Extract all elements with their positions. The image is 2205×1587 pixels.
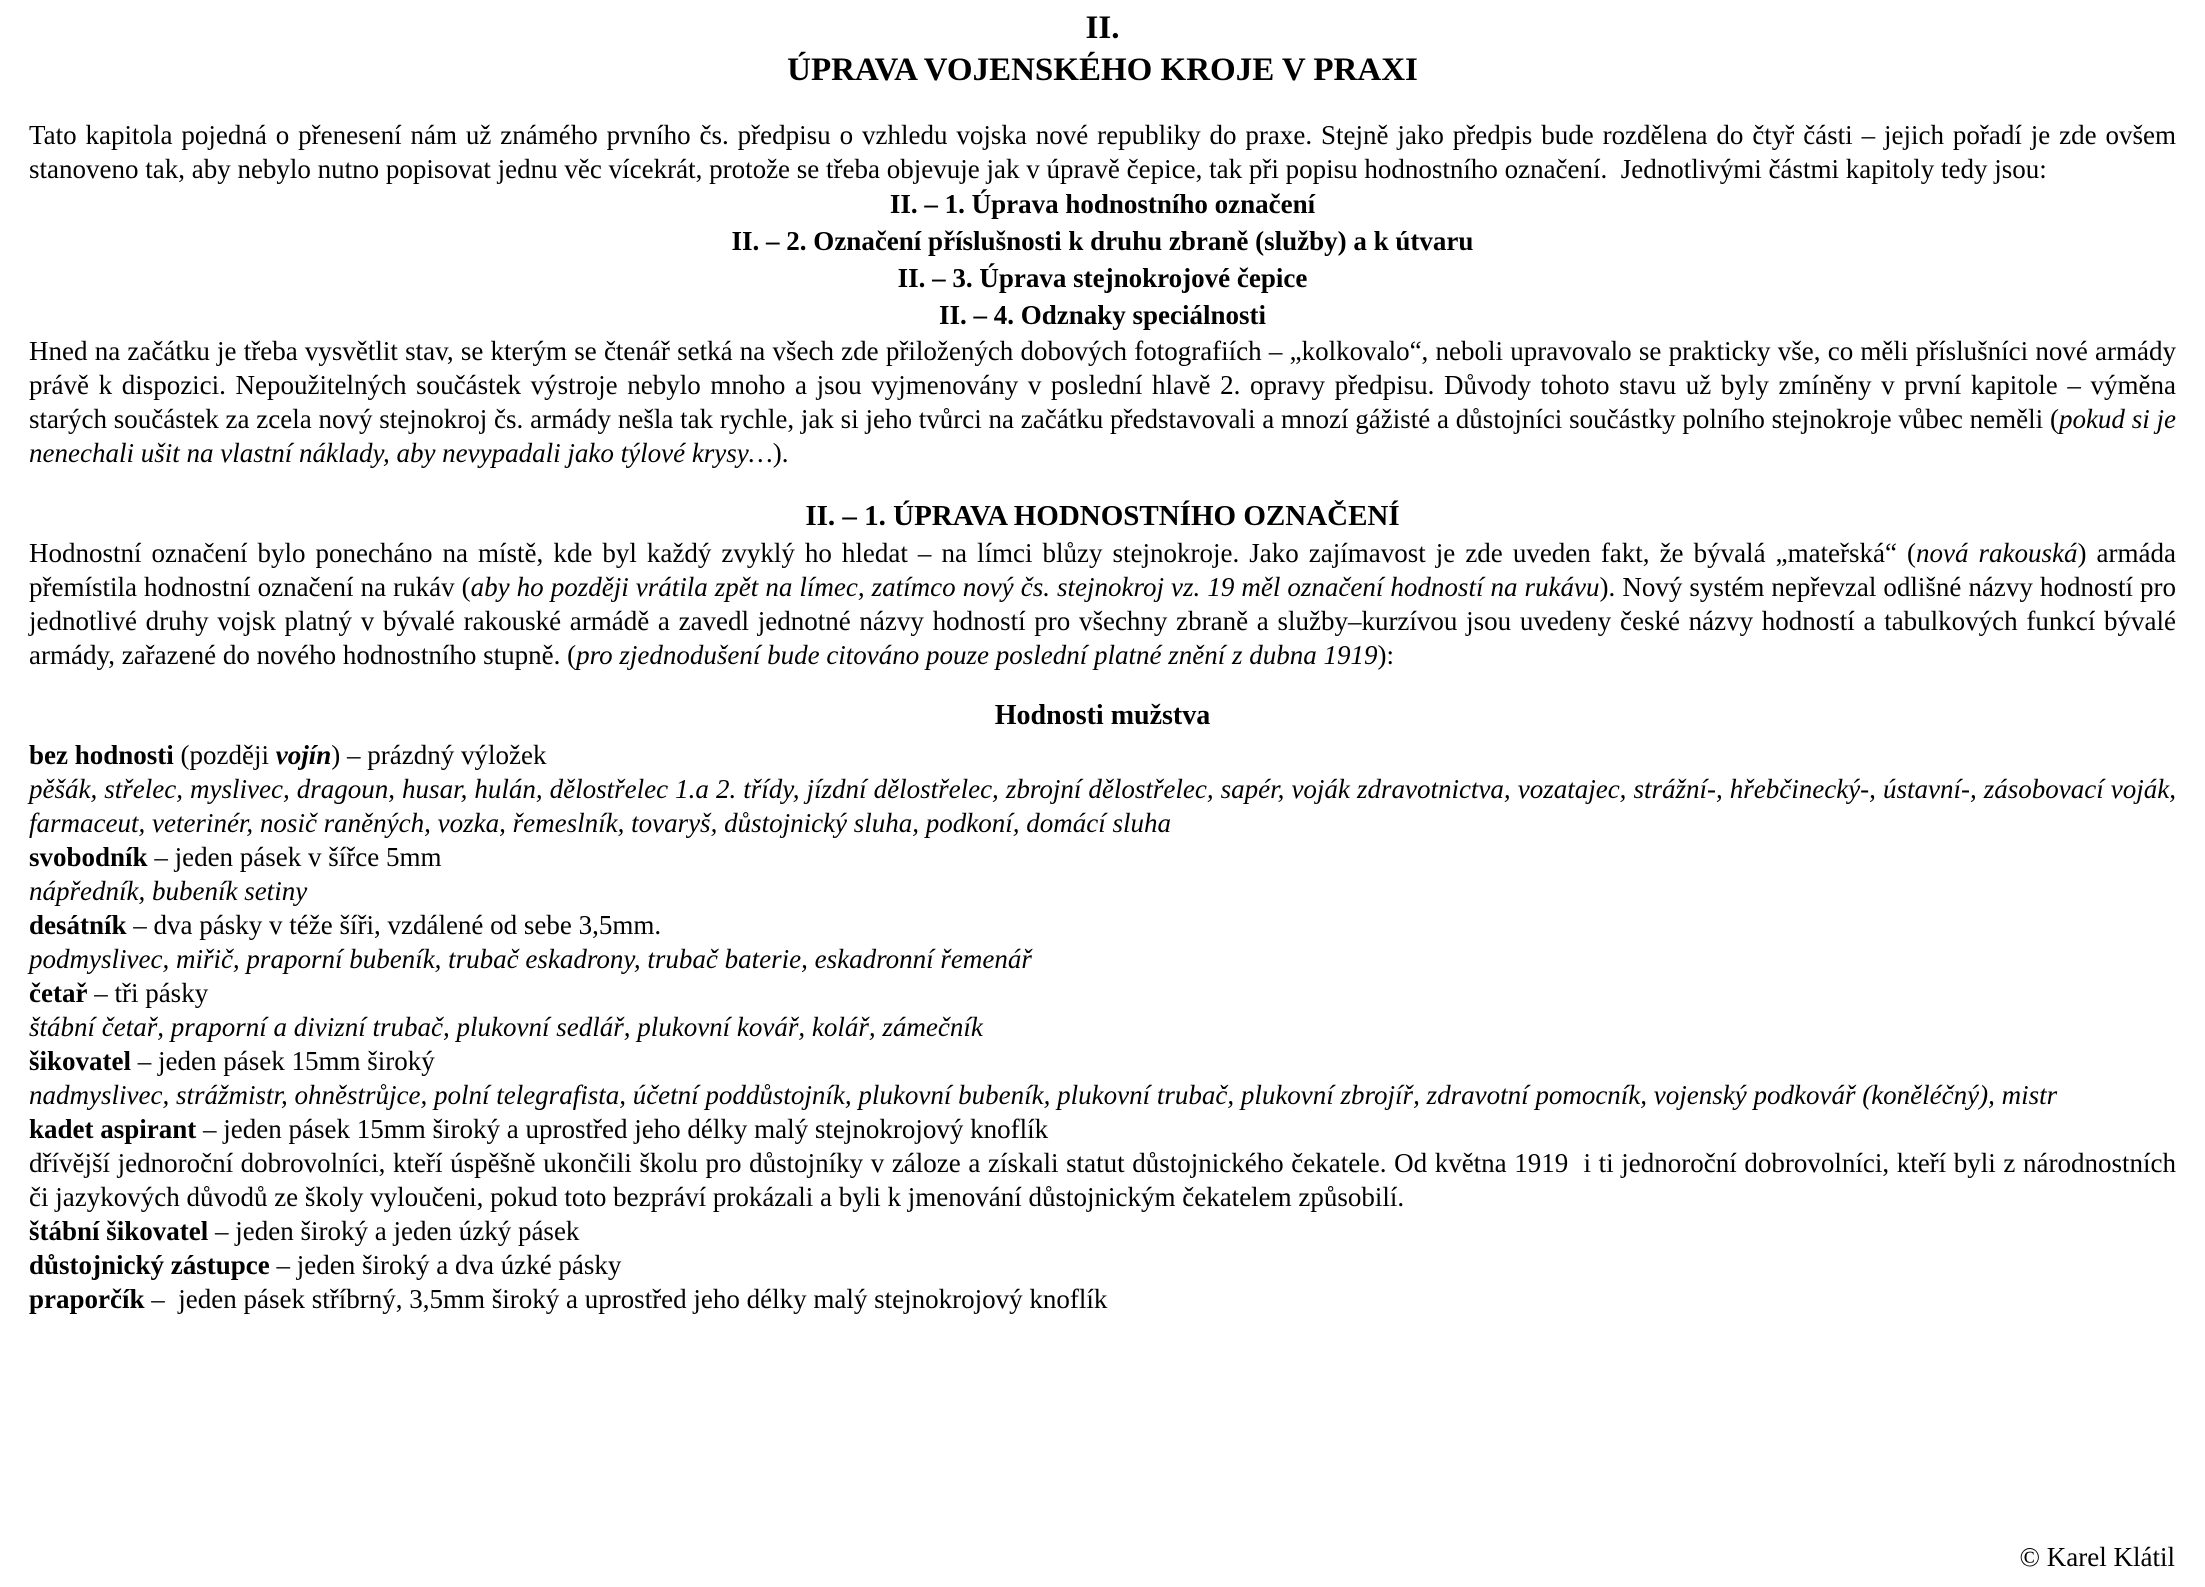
text-run: ) – prázdný výložek <box>331 740 547 770</box>
text-run: kadet aspirant <box>29 1114 197 1144</box>
rank-line-bez-hodnosti-functions <box>29 772 2176 840</box>
toc-item-4: II. – 4. Odznaky speciálnosti <box>938 300 1267 330</box>
section-paragraph <box>29 536 2176 672</box>
chapter-title: ÚPRAVA VOJENSKÉHO KROJE V PRAXI <box>787 52 1418 88</box>
chapter-number: II. <box>1085 10 1120 46</box>
rank-line-dustojnicky-zastupce <box>29 1248 2176 1282</box>
text-run: ) armáda přemístila hodnostní označení na rukáv ( <box>29 538 2177 602</box>
rank-line-desatnik <box>29 908 2176 942</box>
ranks-subheading: Hodnosti mužstva <box>994 700 1211 731</box>
text-run: – jeden pásek v šířce 5mm <box>147 842 442 872</box>
text-run: (později <box>173 740 276 770</box>
text-run: – jeden pásek 15mm široký a uprostřed jeho délky malý stejnokrojový knoflík <box>196 1114 1049 1144</box>
text-run: aby ho později vrátila zpět na límec, zatímco nový čs. stejnokroj vz. 19 měl označení hodností na rukávu <box>470 572 1600 602</box>
text-run: nadmyslivec, strážmistr, ohněstrůjce, polní telegrafista, účetní poddůstojník, plukovní bubeník, plukovní trubač, plukovní zbrojíř, zdravotní pomocník, vojenský podkovář (koněléčný), mistr <box>29 1080 2058 1110</box>
copyright <box>2020 1541 2175 1573</box>
intro-paragraph <box>29 118 2176 186</box>
rank-line-sikovatel-functions <box>29 1078 2176 1112</box>
text-run: nápředník, bubeník setiny <box>29 876 308 906</box>
text-run: Hodnostní označení bylo ponecháno na místě, kde byl každý zvyklý ho hledat – na límci blůzy stejnokroje. Jako zajímavost je zde uveden fakt, že bývalá „mateřská“ ( <box>29 538 1917 568</box>
rank-line-sikovatel <box>29 1044 2176 1078</box>
toc-item-1: II. – 1. Úprava hodnostního označení <box>889 189 1316 219</box>
rank-line-cetar-functions <box>29 1010 2176 1044</box>
text-run: ): <box>1377 640 1395 670</box>
text-run: četař <box>29 978 88 1008</box>
text-run: štábní šikovatel <box>29 1216 209 1246</box>
explanation-paragraph <box>29 334 2176 470</box>
text-run: Tato kapitola pojedná o přenesení nám už známého prvního čs. předpisu o vzhledu vojska nové republiky do praxe. Stejně jako předpis bude rozdělena do čtyř části – jejich pořadí je zde ovšem stanoveno tak, aby nebylo nutno popisovat jednu věc vícekrát, protože se třeba objevuje jak v úpravě čepice, tak při popisu hodnostního označení. Jednotlivými částmi kapitoly tedy jsou: <box>29 120 2176 184</box>
chapter-toc <box>29 186 2176 334</box>
text-run: – jeden pásek 15mm široký <box>131 1046 435 1076</box>
text-run: – dva pásky v téže šíři, vzdálené od sebe 3,5mm. <box>126 910 662 940</box>
rank-line-kadet-aspirant-note <box>29 1146 2176 1214</box>
rank-line-stabni-sikovatel <box>29 1214 2176 1248</box>
text-run: Hned na začátku je třeba vysvětlit stav, se kterým se čtenář setká na všech zde přiložených dobových fotografiích – „kolkovalo“, neboli upravovalo se prakticky vše, co měli příslušníci nové armády právě k dispozici. Nepoužitelných součástek výstroje nebylo mnoho a jsou vyjmenovány v poslední hlavě 2. opravy předpisu. Důvody tohoto stavu už byly zmíněny v první kapitole – výměna starých součástek za zcela nový stejnokroj čs. armády nešla tak rychle, jak si jeho tvůrci na začátku představovali a mnozí gážisté a důstojníci součástky polního stejnokroje vůbec neměli ( <box>29 336 2176 434</box>
text-run: – tři pásky <box>87 978 209 1008</box>
ranks-list <box>29 738 2176 1316</box>
rank-line-praporcik <box>29 1282 2176 1316</box>
text-run: – jeden pásek stříbrný, 3,5mm široký a uprostřed jeho délky malý stejnokrojový knoflík <box>144 1284 1108 1314</box>
rank-line-kadet-aspirant <box>29 1112 2176 1146</box>
rank-line-svobodnik <box>29 840 2176 874</box>
text-run: podmyslivec, miřič, praporní bubeník, trubač eskadrony, trubač baterie, eskadronní řemenář <box>29 944 1032 974</box>
text-run: vojín <box>275 740 332 770</box>
toc-item-3: II. – 3. Úprava stejnokrojové čepice <box>897 263 1308 293</box>
text-run: bez hodnosti <box>29 740 174 770</box>
text-run: nová rakouská <box>1916 538 2078 568</box>
text-run: – jeden široký a jeden úzký pásek <box>208 1216 580 1246</box>
text-run: důstojnický zástupce <box>29 1250 270 1280</box>
text-run: – jeden široký a dva úzké pásky <box>269 1250 622 1280</box>
text-run: štábní četař, praporní a divizní trubač, plukovní sedlář, plukovní kovář, kolář, zámečník <box>29 1012 983 1042</box>
text-run: ). Nový systém nepřevzal odlišné názvy hodností pro jednotlivé druhy vojsk platný v bývalé rakouské armádě a zavedl jednotné názvy hodností pro všechny zbraně a služby–kurzívou jsou uvedeny české názvy hodností a tabulkových funkcí bývalé armády, zařazené do nového hodnostního stupně. ( <box>29 572 2177 670</box>
text-run: pěšák, střelec, myslivec, dragoun, husar, hulán, dělostřelec 1.a 2. třídy, jízdní dělostřelec, zbrojní dělostřelec, sapér, voják zdravotnictva, vozatajec, strážní-, hřebčinecký-, ústavní-, zásobovací voják, farmaceut, veterinér, nosič raněných, vozka, řemeslník, tovaryš, důstojnický sluha, podkoní, domácí sluha <box>29 774 2176 838</box>
rank-line-svobodnik-functions <box>29 874 2176 908</box>
copyright-icon: © <box>2019 1542 2041 1572</box>
text-run: dřívější jednoroční dobrovolníci, kteří úspěšně ukončili školu pro důstojníky v záloze a získali statut důstojnického čekatele. Od května 1919 i ti jednoroční dobrovolníci, kteří byli z národnostních či jazykových důvodů ze školy vyloučeni, pokud toto bezpráví prokázali a byli k jmenování důstojnickým čekatelem způsobilí. <box>29 1148 2176 1212</box>
copyright-name: Karel Klátil <box>2046 1542 2175 1572</box>
section-heading: II. – 1. ÚPRAVA HODNOSTNÍHO OZNAČENÍ <box>805 500 1400 532</box>
text-run: pro zjednodušení bude citováno pouze poslední platné znění z dubna 1919 <box>576 640 1378 670</box>
rank-line-desatnik-functions <box>29 942 2176 976</box>
text-run: praporčík <box>29 1284 145 1314</box>
text-run: svobodník <box>29 842 148 872</box>
text-run: pokud si je nenechali ušit na vlastní náklady, aby nevypadali jako týlové krysy… <box>29 404 2176 468</box>
rank-line-bez-hodnosti <box>29 738 2176 772</box>
toc-item-2: II. – 2. Označení příslušnosti k druhu zbraně (služby) a k útvaru <box>731 226 1474 256</box>
text-run: ). <box>772 438 789 468</box>
text-run: šikovatel <box>29 1046 132 1076</box>
rank-line-cetar <box>29 976 2176 1010</box>
text-run: desátník <box>29 910 127 940</box>
